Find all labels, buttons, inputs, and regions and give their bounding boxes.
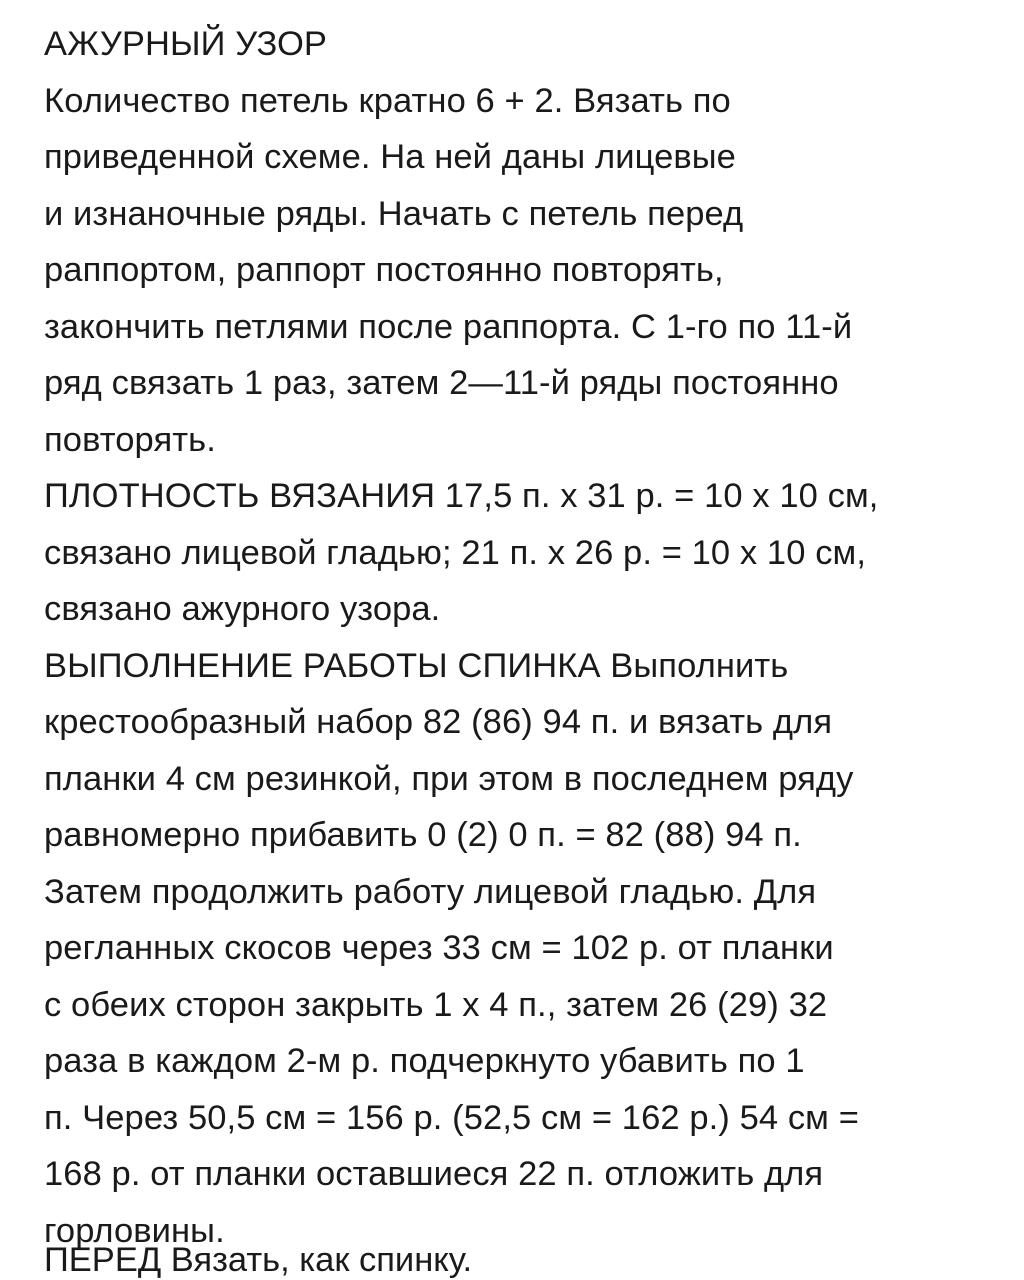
text-line: связано лицевой гладью; 21 п. х 26 р. = 10 х 10 см, — [44, 533, 867, 572]
text-line: крестообразный набор 82 (86) 94 п. и вязать для — [44, 703, 833, 741]
text-line: равномерно прибавить 0 (2) 0 п. = 82 (88) 94 п. — [44, 816, 802, 854]
text-line: закончить петлями после раппорта. С 1-го по 11-й — [44, 307, 853, 346]
text-line: п. Через 50,5 см = 156 р. (52,5 см = 162 р.) 54 см = — [44, 1098, 859, 1137]
text-line: приведенной схеме. На ней даны лицевые — [44, 138, 736, 176]
text-line: раза в каждом 2-м р. подчеркнуто убавить по 1 — [44, 1042, 805, 1080]
text-line: раппортом, раппорт постоянно повторять, — [44, 251, 724, 289]
text-line: планки 4 см резинкой, при этом в последнем ряду — [44, 759, 854, 798]
section-heading-lace-pattern: АЖУРНЫЙ УЗОР — [44, 25, 328, 63]
document-text — [44, 16, 1004, 1259]
text-line: с обеих сторон закрыть 1 х 4 п., затем 26 (29) 32 — [44, 985, 828, 1024]
section-gauge-line: ПЛОТНОСТЬ ВЯЗАНИЯ 17,5 п. х 31 р. = 10 х 10 см, — [44, 477, 879, 515]
text-line: горловины. — [44, 1211, 225, 1250]
text-line: Затем продолжить работу лицевой гладью. Для — [44, 872, 817, 911]
text-line: 168 р. от планки оставшиеся 22 п. отложить для — [44, 1155, 824, 1193]
text-line: Количество петель кратно 6 + 2. Вязать по — [44, 81, 731, 120]
text-line: ряд связать 1 раз, затем 2—11-й ряды постоянно — [44, 364, 839, 402]
section-back-instructions: ВЫПОЛНЕНИЕ РАБОТЫ СПИНКА Выполнить — [44, 646, 789, 685]
section-front-instructions: ПЕРЕД Вязать, как спинку. — [44, 1241, 473, 1279]
text-line: связано ажурного узора. — [44, 590, 441, 628]
text-line: повторять. — [44, 420, 216, 459]
text-line: и изнаночные ряды. Начать с петель перед — [44, 194, 744, 233]
text-line: регланных скосов через 33 см = 102 р. от планки — [44, 929, 834, 967]
